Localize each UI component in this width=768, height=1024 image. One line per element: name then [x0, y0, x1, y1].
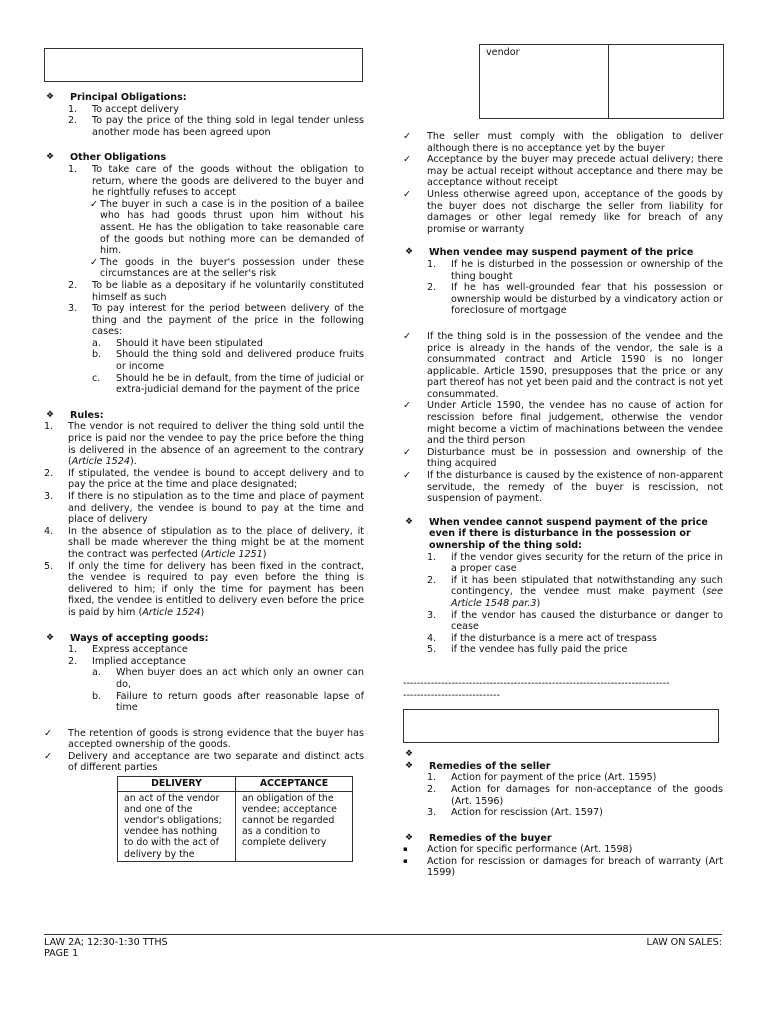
list-item: 1. Action for payment of the price (Art. 1595)	[427, 772, 657, 784]
ways-section	[44, 633, 364, 714]
list-item: 1. The vendor is not required to deliver the thing sold until the price is paid nor the vendee to pay the price before the thing is delivered in the absence of an agreement to the contrary (Article 1524).	[44, 421, 364, 468]
right-column	[403, 131, 723, 879]
section-heading: Principal Obligations:	[70, 92, 187, 103]
list-item: 1. To accept delivery	[68, 103, 179, 115]
check-item: ✓ If the thing sold is in the possession of the vendee and the price is already in the hands of the vendor, the sale is a consummated contract and Article 1590 is no longer applicable. Article 1590, presupposes that the price or any part thereof has not yet been paid and the contract is not yet consummated.	[403, 330, 723, 400]
diamond-bullet-icon: ❖	[46, 409, 55, 420]
check-icon: ✓	[44, 750, 53, 762]
check-item: ✓ Disturbance must be in possession and ownership of the thing acquired	[403, 446, 723, 470]
check-item: ✓ The buyer in such a case is in the position of a bailee who has had goods thrust upon him without his assent. He has the obligation to take reasonable care of the goods but nothing more can be demanded of him.	[90, 198, 364, 257]
check-icon: ✓	[403, 131, 412, 142]
principal-obligations-section	[44, 92, 364, 138]
check-item: ✓ The seller must comply with the obligation to deliver although there is no acceptance yet by the buyer	[403, 131, 723, 154]
check-icon: ✓	[403, 188, 412, 200]
check-icon: ✓	[403, 470, 412, 482]
check-icon: ✓	[90, 198, 99, 210]
list-item: 2. If stipulated, the vendee is bound to accept delivery and to pay the price at the time and place designated;	[44, 467, 364, 491]
diamond-outline-icon: ❖	[405, 832, 414, 843]
check-item: ✓ If the disturbance is caused by the existence of non-apparent servitude, the remedy of the buyer is rescission, not suspension of payment.	[403, 470, 723, 505]
check-icon: ✓	[403, 446, 412, 458]
diamond-outline-icon: ❖	[405, 749, 414, 760]
list-item: 3. To pay interest for the period between delivery of the thing and the payment of the price in the following cases:	[68, 303, 364, 338]
list-item: 1. if the vendor gives security for the return of the price in a proper case	[427, 551, 723, 575]
sub-item: b. Failure to return goods after reasonable lapse of time	[92, 690, 364, 714]
vendor-table-fragment	[479, 44, 724, 119]
list-item: 2. If he has well-grounded fear that his possession or ownership would be disturbed by a vindicatory action or foreclosure of mortgage	[427, 282, 723, 317]
list-item: 4. In the absence of stipulation as to the place of delivery, it shall be made wherever the thing might be at the moment the contract was perfected (Article 1251)	[44, 525, 364, 560]
remedies-buyer-section	[403, 833, 723, 879]
table-cell: an act of the vendor and one of the vendor's obligations; vendee has nothing to do with the act of delivery by the	[118, 791, 236, 861]
diamond-bullet-icon: ❖	[405, 760, 414, 771]
other-obligations-section	[44, 152, 364, 395]
remedies-seller-section	[403, 761, 723, 819]
check-item: ✓ Under Article 1590, the vendee has no cause of action for rescission before final judgement, otherwise the vendor might become a victim of machinations between the vendee and the third person	[403, 400, 723, 447]
section-heading: Rules:	[70, 409, 104, 421]
check-icon: ✓	[90, 256, 99, 268]
check-icon: ✓	[403, 154, 412, 166]
left-column	[44, 48, 364, 862]
list-item: 3. If there is no stipulation as to the time and place of payment and delivery, the vendee is bound to pay at the time and place of delivery	[44, 491, 364, 526]
table-header: DELIVERY	[118, 777, 236, 792]
check-icon: ✓	[403, 400, 412, 412]
check-item: ✓ Acceptance by the buyer may precede actual delivery; there may be actual receipt without acceptance and there may be acceptance without receipt	[403, 154, 723, 189]
list-item: 1. To take care of the goods without the obligation to return, where the goods are delivered to the buyer and he rightfully refuses to accept	[68, 163, 364, 199]
check-list	[44, 728, 364, 774]
check-item: ✓ Delivery and acceptance are two separate and distinct acts of different parties	[44, 750, 364, 774]
list-item: 4. if the disturbance is a mere act of trespass	[427, 632, 657, 644]
section-heading: When vendee may suspend payment of the price	[429, 247, 694, 259]
list-item: ▪ Action for specific performance (Art. 1598)	[403, 844, 633, 856]
list-item: 3. if the vendor has caused the disturbance or danger to cease	[427, 609, 723, 633]
sub-item: c. Should he be in default, from the time of judicial or extra-judicial demand for the payment of the price	[92, 372, 364, 396]
page-footer	[44, 934, 722, 959]
footer-subject: LAW ON SALES:	[646, 937, 722, 948]
check-item: ✓ The retention of goods is strong evidence that the buyer has accepted ownership of the goods.	[44, 727, 364, 751]
diamond-bullet-icon: ❖	[46, 92, 55, 102]
check-icon: ✓	[44, 727, 53, 739]
diamond-bullet-icon: ❖	[405, 247, 414, 258]
cannot-suspend-section	[403, 517, 723, 656]
sub-item: a. When buyer does an act which only an owner can do,	[92, 667, 364, 690]
section-heading: Remedies of the seller	[429, 760, 551, 772]
separator-dashes: ----------------------------------------------------------------------------- ----------------------------	[403, 677, 670, 701]
sub-item: a. Should it have been stipulated	[92, 337, 263, 349]
delivery-acceptance-table	[117, 776, 353, 862]
section-heading: Remedies of the buyer	[429, 832, 552, 844]
sub-item: b. Should the thing sold and delivered produce fruits or income	[92, 349, 364, 373]
list-item: 5. if the vendee has fully paid the price	[427, 644, 628, 656]
title-box	[44, 48, 363, 82]
check-item: ✓ Unless otherwise agreed upon, acceptance of the goods by the buyer does not discharge the seller from liability for damages or other legal remedy like for breach of any promise or warranty	[403, 188, 723, 235]
list-item: 2. Action for damages for non-acceptance of the goods (Art. 1596)	[427, 783, 723, 807]
list-item: 1. If he is disturbed in the possession or ownership of the thing bought	[427, 258, 723, 282]
square-bullet-icon: ▪	[403, 845, 408, 854]
diamond-bullet-icon: ❖	[405, 516, 414, 527]
rules-section	[44, 410, 364, 619]
check-item: ✓ The goods in the buyer's possession under these circumstances are at the seller's risk	[90, 256, 364, 280]
table-cell: an obligation of the vendee; acceptance cannot be regarded as a condition to complete delivery	[236, 791, 353, 861]
list-item: 2. To be liable as a depositary if he voluntarily constituted himself as such	[68, 279, 364, 303]
check-icon: ✓	[403, 330, 412, 342]
section-heading: Other Obligations	[70, 152, 167, 164]
suspend-payment-section	[403, 247, 723, 317]
square-bullet-icon: ▪	[403, 856, 408, 865]
footer-course: LAW 2A; 12:30-1:30 TTHS	[44, 937, 168, 948]
table-cell: vendor	[480, 45, 609, 118]
list-item: 2. To pay the price of the thing sold in legal tender unless another mode has been agreed upon	[68, 115, 364, 138]
list-item: 2. Implied acceptance	[68, 655, 186, 667]
diamond-bullet-icon: ❖	[46, 632, 55, 643]
list-item: 1. Express acceptance	[68, 644, 188, 656]
footer-page-number: PAGE 1	[44, 948, 79, 959]
section-heading: When vendee cannot suspend payment of the price even if there is disturbance in the possession or ownership of the thing sold:	[429, 516, 708, 551]
section-box	[403, 709, 719, 743]
list-item: 3. Action for rescission (Art. 1597)	[427, 807, 603, 819]
list-item: ▪ Action for rescission or damages for breach of warranty (Art 1599)	[403, 855, 723, 879]
check-list	[403, 331, 723, 505]
list-item: 2. if it has been stipulated that notwithstanding any such contingency, the vendee must make payment (see Article 1548 par.3)	[427, 574, 723, 609]
table-header: ACCEPTANCE	[236, 777, 353, 792]
table-row	[118, 791, 353, 861]
section-heading: Ways of accepting goods:	[70, 632, 209, 644]
check-list	[403, 131, 723, 235]
diamond-bullet-icon: ❖	[46, 152, 55, 163]
list-item: 5. If only the time for delivery has been fixed in the contract, the vendee is required to pay even before the thing is delivered to him; if only the time for payment has been fixed, the vendee is entitled to delivery even before the price is paid by him (Article 1524)	[44, 560, 364, 618]
